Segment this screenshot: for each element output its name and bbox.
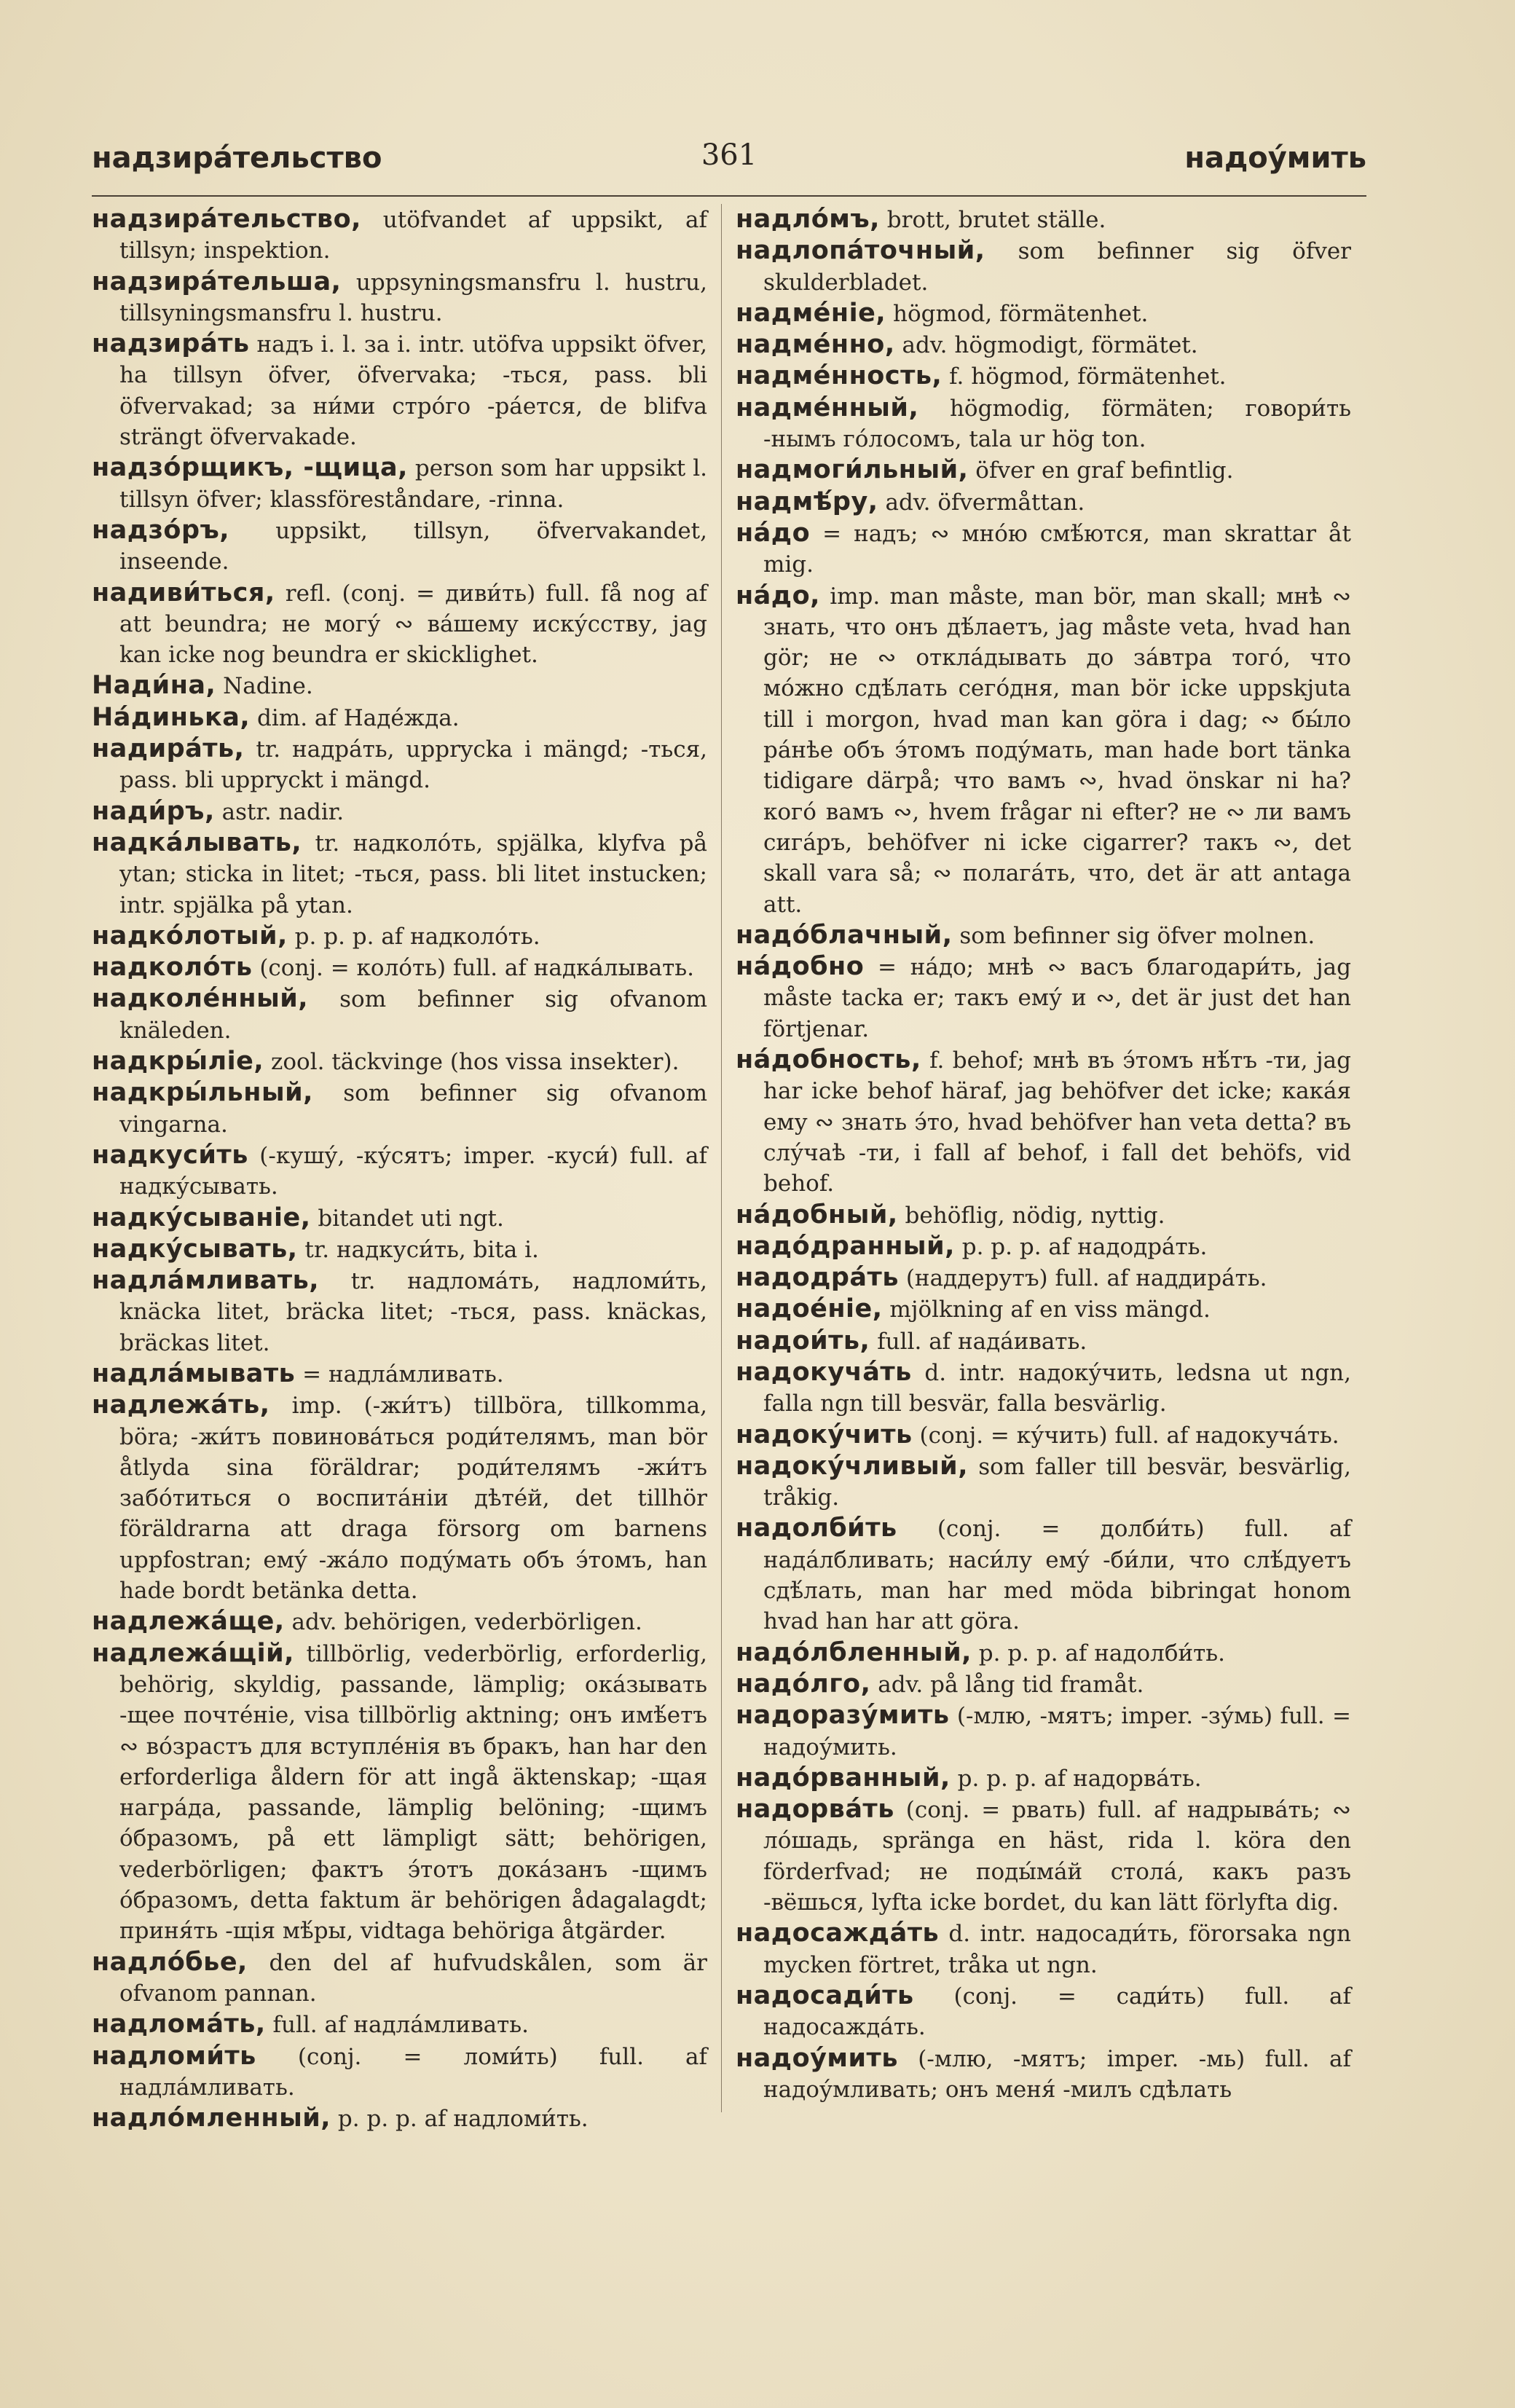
dictionary-entry — [736, 2043, 1351, 2106]
entry-definition: mjölkning af en viss mängd. — [882, 1297, 1211, 1323]
entry-definition: p. p. p. af надодра́ть. — [954, 1233, 1208, 1260]
dictionary-entry — [736, 920, 1351, 951]
entry-definition: adv. på lång tid framåt. — [870, 1671, 1144, 1698]
dictionary-entry — [92, 1638, 707, 1947]
entry-definition: (-млю, -мятъ; imper. -зу́мь) full. = надоу́мить. — [763, 1703, 1351, 1760]
dictionary-entry — [736, 951, 1351, 1044]
dictionary-entry — [736, 393, 1351, 455]
dictionary-entry — [736, 1980, 1351, 2043]
entry-headword: надзо́рщикъ, -щица, — [92, 453, 408, 483]
entry-headword: надоку́чить — [736, 1420, 913, 1449]
entry-headword: надломи́ть — [92, 2041, 256, 2071]
entry-headword: надме́нно, — [736, 330, 895, 360]
dictionary-entry — [92, 328, 707, 452]
entry-headword: надмоги́льный, — [736, 455, 969, 485]
entry-definition: den del af hufvudskålen, som är ofvanom pannan. — [119, 1949, 707, 2007]
page-number: 361 — [701, 138, 758, 172]
dictionary-entry — [736, 1231, 1351, 1262]
dictionary-entry — [92, 1140, 707, 1203]
entry-headword: надло́бье, — [92, 1947, 248, 1977]
entry-headword: надое́ніе, — [736, 1294, 883, 1324]
entry-headword: надло́мъ, — [736, 205, 880, 234]
dictionary-entry — [736, 1513, 1351, 1637]
dictionary-entry — [736, 361, 1351, 392]
entry-headword: надорва́ть — [736, 1795, 894, 1825]
entry-headword: на́добно — [736, 952, 865, 982]
entry-headword: надо́лго, — [736, 1669, 871, 1699]
entry-headword: надку́сывать, — [92, 1234, 298, 1264]
entry-definition: p. p. p. af надколо́ть. — [287, 923, 540, 950]
entry-definition: som befinner sig öfver skulderbladet. — [763, 238, 1351, 296]
entry-definition: tillbörlig, vederbörlig, erforderlig, behörig, skyldig, passande, lämplig; ока́зывать -щее почте́ніе, visa tillbörlig aktning; онъ имѣ́етъ ∾ во́зрастъ для вступле́нія въ бракъ, han har den erforderliga åldern för att ingå äktenskap; -щая награ́да, passande, lämplig belöning; -щимъ о́бразомъ, på ett lämpligt sätt; behörigen, vederbörligen; фактъ э́тотъ дока́занъ -щимъ о́бразомъ, detta faktum är behörigen ådagalagdt; приня́ть -щія мѣ́ры, vidtaga behöriga åtgärder. — [119, 1640, 707, 1945]
entry-definition: tr. надра́ть, upprycka i mängd; -ться, pass. bli uppryckt i mängd. — [119, 736, 707, 794]
entry-definition: som befinner sig ofvanom vingarna. — [119, 1080, 707, 1138]
column-divider — [721, 204, 722, 2112]
dictionary-entry — [92, 1390, 707, 1606]
entry-headword: надкуси́ть — [92, 1140, 248, 1170]
entry-definition: adv. högmodigt, förmätet. — [894, 332, 1198, 359]
entry-definition: uppsikt, tillsyn, öfvervakandet, inseende. — [119, 517, 707, 575]
dictionary-entry — [92, 2041, 707, 2104]
header-right-guideword: надоу́мить — [1184, 141, 1366, 175]
dictionary-entry — [736, 329, 1351, 361]
entry-definition: högmod, förmätenhet. — [886, 300, 1149, 327]
entry-definition: (conj. = ломи́ть) full. af надла́мливать. — [119, 2043, 707, 2101]
entry-definition: imp. (-жи́тъ) tillböra, tillkomma, böra; -жи́тъ повинова́ться роди́телямъ, man bör åtlyda sina föräldrar; роди́телямъ -жи́тъ забо́титься о воспита́ніи дѣте́й, det tillhör föräldrarna att draga försorg om barnens uppfostran; ему́ -жа́ло поду́мать объ э́томъ, han hade bordt betänka detta. — [119, 1393, 707, 1605]
entry-definition: behöflig, nödig, nyttig. — [897, 1202, 1165, 1229]
entry-definition: som befinner sig ofvanom knäleden. — [119, 986, 707, 1044]
entry-headword: надо́дранный, — [736, 1231, 955, 1261]
entry-headword: надко́лотый, — [92, 921, 288, 951]
entry-headword: надоку́чливый, — [736, 1451, 968, 1481]
entry-definition: (conj. = ку́чить) full. af надокуча́ть. — [912, 1422, 1339, 1449]
dictionary-entry — [92, 670, 707, 701]
entry-headword: надло́мленный, — [92, 2104, 331, 2133]
dictionary-entry — [736, 1637, 1351, 1669]
entry-headword: надзо́ръ, — [92, 515, 230, 545]
entry-headword: надзира́ть — [92, 329, 250, 359]
dictionary-entry — [736, 487, 1351, 518]
entry-definition: full. af нада́ивать. — [870, 1328, 1087, 1355]
entry-definition: högmodig, förmäten; говори́ть -нымъ го́лосомъ, tala ur hög ton. — [763, 395, 1351, 453]
entry-headword: надлежа́ще, — [92, 1607, 285, 1637]
entry-headword: на́добность, — [736, 1045, 921, 1075]
dictionary-entry — [736, 1918, 1351, 1980]
entry-definition: utöfvandet af uppsikt, af tillsyn; inspektion. — [119, 207, 707, 264]
dictionary-entry — [736, 1044, 1351, 1199]
entry-definition: som befinner sig öfver molnen. — [952, 922, 1315, 949]
entry-definition: adv. öfvermåttan. — [878, 489, 1085, 516]
entry-headword: надка́лывать, — [92, 827, 302, 857]
entry-headword: надку́сываніе, — [92, 1203, 311, 1232]
entry-definition: p. p. p. af надломи́ть. — [331, 2106, 589, 2133]
entry-headword: надлежа́щій, — [92, 1638, 294, 1668]
entry-definition: som faller till besvär, besvärlig, tråkig. — [763, 1453, 1351, 1511]
dictionary-entry — [92, 1265, 707, 1358]
entry-headword: надме́нность, — [736, 361, 943, 391]
dictionary-entry — [736, 1357, 1351, 1420]
dictionary-entry — [92, 1046, 707, 1077]
dictionary-entry — [92, 2009, 707, 2040]
dictionary-entry — [736, 204, 1351, 235]
entry-headword: на́до — [736, 518, 811, 548]
dictionary-entry — [736, 1326, 1351, 1357]
entry-definition: (conj. = рвать) full. af надрыва́ть; ∾ ло́шадь, spränga en häst, rida l. köra den förderfvad; не поды́ма́й стола́, какъ разъ -вёшься, lyfta icke bordet, du kan lätt förlyfta dig. — [763, 1797, 1351, 1916]
header-left-guideword: надзира́тельство — [92, 141, 382, 175]
dictionary-entry — [736, 1420, 1351, 1451]
entry-definition: bitandet uti ngt. — [310, 1205, 504, 1232]
entry-headword: надо́блачный, — [736, 920, 953, 950]
entry-definition: f. behof; мнѣ въ э́томъ нѣ́тъ -ти, jag har icke behof häraf, jag behöfver det icke; кака́я ему ∾ знать э́то, hvad behöfver han veta detta? въ слу́чаѣ -ти, i fall af behof, i fall det behöfs, vid behof. — [763, 1047, 1351, 1197]
dictionary-entry — [736, 235, 1351, 298]
dictionary-entry — [92, 827, 707, 921]
entry-definition: Nadine. — [216, 673, 313, 700]
entry-headword: надои́ть, — [736, 1326, 870, 1356]
entry-definition: (-кушу́, -ку́сятъ; imper. -куси́) full. af надку́сывать. — [119, 1142, 707, 1200]
entry-headword: на́до, — [736, 581, 820, 610]
entry-headword: надосажда́ть — [736, 1919, 940, 1948]
dictionary-entry — [92, 1606, 707, 1637]
entry-definition: zool. täckvinge (hos vissa insekter). — [264, 1049, 680, 1076]
dictionary-entry — [736, 1294, 1351, 1325]
entry-definition: f. högmod, förmätenhet. — [942, 363, 1227, 390]
entry-headword: надзира́тельша, — [92, 267, 342, 296]
entry-headword: надкры́льный, — [92, 1078, 313, 1108]
entry-headword: надиви́ться, — [92, 578, 275, 607]
dictionary-entry — [92, 515, 707, 578]
entry-definition: d. intr. надоку́чить, ledsna ut ngn, falla ngn till besvär, falla besvärlig. — [763, 1359, 1351, 1417]
entry-headword: надме́ніе, — [736, 298, 886, 328]
dictionary-entry — [92, 1203, 707, 1234]
entry-definition: adv. behörigen, vederbörligen. — [284, 1609, 642, 1636]
entry-definition: (conj. = долби́ть) full. af нада́лбливать; наси́лу ему́ -би́ли, что слѣ́дуетъ сдѣ́лать, man har med möda bibringat honom hvad han har att göra. — [763, 1516, 1351, 1635]
entry-headword: надосади́ть — [736, 1980, 914, 2010]
left-column — [92, 204, 707, 2134]
entry-definition: tr. надкуси́ть, bita i. — [297, 1236, 539, 1263]
dictionary-entry — [92, 983, 707, 1046]
entry-headword: надокуча́ть — [736, 1357, 912, 1387]
entry-definition: d. intr. надосади́ть, förorsaka ngn mycken förtret, tråka ut ngn. — [763, 1921, 1351, 1978]
entry-headword: надо́рванный, — [736, 1763, 951, 1793]
dictionary-entry — [92, 1947, 707, 2010]
entry-headword: нади́ръ, — [92, 796, 215, 826]
dictionary-entry — [92, 1358, 707, 1390]
entry-headword: надоразу́мить — [736, 1701, 950, 1731]
entry-headword: надо́лбленный, — [736, 1637, 972, 1667]
dictionary-entry — [92, 267, 707, 329]
dictionary-entry — [92, 578, 707, 671]
dictionary-entry — [92, 921, 707, 952]
entry-headword: надколе́нный, — [92, 984, 309, 1014]
entry-headword: Нади́на, — [92, 671, 216, 701]
entry-definition: (conj. = коло́ть) full. af надка́лывать. — [252, 955, 694, 982]
entry-headword: надла́мывать — [92, 1358, 296, 1388]
entry-definition: надъ i. l. за i. intr. utöfva uppsikt öfver, ha tillsyn öfver, öfvervaka; -ться, pass. bli öfvervakad; за ни́ми стро́го -ра́ется, de blifva strängt öfvervakade. — [119, 331, 707, 451]
dictionary-entry — [736, 455, 1351, 486]
dictionary-entry — [736, 1200, 1351, 1231]
entry-headword: надолби́ть — [736, 1514, 897, 1543]
entry-definition: imp. man måste, man bör, man skall; мнѣ ∾ знать, что онъ дѣ́лаетъ, jag måste veta, hvad han gör; не ∾ откла́дывать до за́втра того́, что мо́жно сдѣ́лать сего́дня, man bör icke uppskjuta till i morgon, hvad man kan göra i dag; ∾ бы́ло ра́нѣе объ э́томъ поду́мать, man hade bort tänka tidigare därpå; что вамъ ∾, hvad önskar ni ha? кого́ вамъ ∾, hvem frågar ni efter? не ∾ ли вамъ сига́ръ, behöfver ni icke cigarrer? такъ ∾, det skall vara så; ∾ полага́ть, что, det är att antaga att. — [763, 583, 1351, 918]
entry-headword: надла́мливать, — [92, 1266, 320, 1296]
entry-headword: надира́ть, — [92, 734, 245, 764]
dictionary-entry — [736, 1700, 1351, 1763]
dictionary-entry — [736, 1451, 1351, 1514]
entry-headword: На́динька, — [92, 702, 251, 732]
entry-definition: tr. надколо́ть, spjälka, klyfva på ytan; sticka in litet; -ться, pass. bli litet instucken; intr. spjälka på ytan. — [119, 830, 707, 918]
entry-definition: (-млю, -мятъ; imper. -мь) full. af надоу́мливать; онъ меня́ -милъ сдѣлать — [763, 2045, 1351, 2103]
entry-definition: öfver en graf befintlig. — [968, 457, 1234, 484]
entry-definition: (conj. = сади́ть) full. af надосажда́ть. — [763, 1983, 1351, 2041]
entry-headword: на́добный, — [736, 1200, 898, 1229]
entry-definition: tr. надлома́ть, надломи́ть, knäcka litet, bräcka litet; -ться, pass. knäckas, bräckas litet. — [119, 1268, 707, 1356]
page-header — [92, 138, 1366, 185]
entry-definition: p. p. p. af надолби́ть. — [971, 1640, 1226, 1667]
dictionary-entry — [92, 702, 707, 733]
entry-definition: = надъ; ∾ мно́ю смѣ́ются, man skrattar åt mig. — [763, 520, 1351, 578]
entry-headword: надлежа́ть, — [92, 1390, 270, 1420]
entry-definition: p. p. p. af надорва́ть. — [950, 1765, 1202, 1792]
dictionary-entry — [92, 796, 707, 827]
dictionary-entry — [736, 298, 1351, 329]
entry-headword: надзира́тельство, — [92, 205, 361, 234]
entry-definition: (наддерутъ) full. af наддира́ть. — [898, 1265, 1267, 1292]
dictionary-entry — [736, 518, 1351, 581]
dictionary-entry — [92, 204, 707, 267]
entry-headword: надлома́ть, — [92, 2010, 266, 2039]
entry-definition: refl. (conj. = диви́ть) full. få nog af att beundra; не могу́ ∾ ва́шему иску́сству, jag kan icke nog beundra er skicklighet. — [119, 580, 707, 669]
dictionary-entry — [736, 1262, 1351, 1294]
dictionary-entry — [92, 1234, 707, 1265]
dictionary-entry — [92, 952, 707, 983]
entry-definition: = надла́мливать. — [295, 1361, 504, 1388]
dictionary-entry — [736, 1669, 1351, 1700]
dictionary-entry — [736, 581, 1351, 920]
entry-headword: надлопа́точный, — [736, 236, 985, 266]
dictionary-entry — [736, 1763, 1351, 1794]
entry-headword: надоу́мить — [736, 2043, 898, 2073]
entry-headword: надодра́ть — [736, 1263, 899, 1293]
dictionary-entry — [92, 452, 707, 515]
entry-definition: brott, brutet ställe. — [879, 207, 1106, 233]
entry-headword: надме́нный, — [736, 393, 919, 422]
entry-headword: надколо́ть — [92, 953, 253, 983]
dictionary-entry — [92, 733, 707, 796]
dictionary-entry — [736, 1794, 1351, 1918]
entry-definition: full. af надла́мливать. — [265, 2012, 530, 2039]
entry-definition: uppsyningsmansfru l. hustru, tillsyningsmansfru l. hustru. — [119, 269, 707, 326]
entry-definition: astr. nadir. — [214, 798, 345, 825]
entry-definition: dim. af Наде́жда. — [250, 704, 460, 731]
entry-headword: надмѣ́ру, — [736, 487, 878, 516]
entry-definition: person som har uppsikt l. tillsyn öfver; klassföreståndare, -rinna. — [119, 455, 707, 513]
header-rule — [92, 195, 1366, 197]
dictionary-entry — [92, 2103, 707, 2134]
dictionary-entry — [92, 1077, 707, 1140]
entry-headword: надкры́ліе, — [92, 1047, 264, 1077]
right-column — [736, 204, 1351, 2105]
entry-definition: = на́до; мнѣ ∾ васъ благодари́ть, jag måste tacka er; такъ ему́ и ∾, det är just det han förtjenar. — [763, 954, 1351, 1042]
